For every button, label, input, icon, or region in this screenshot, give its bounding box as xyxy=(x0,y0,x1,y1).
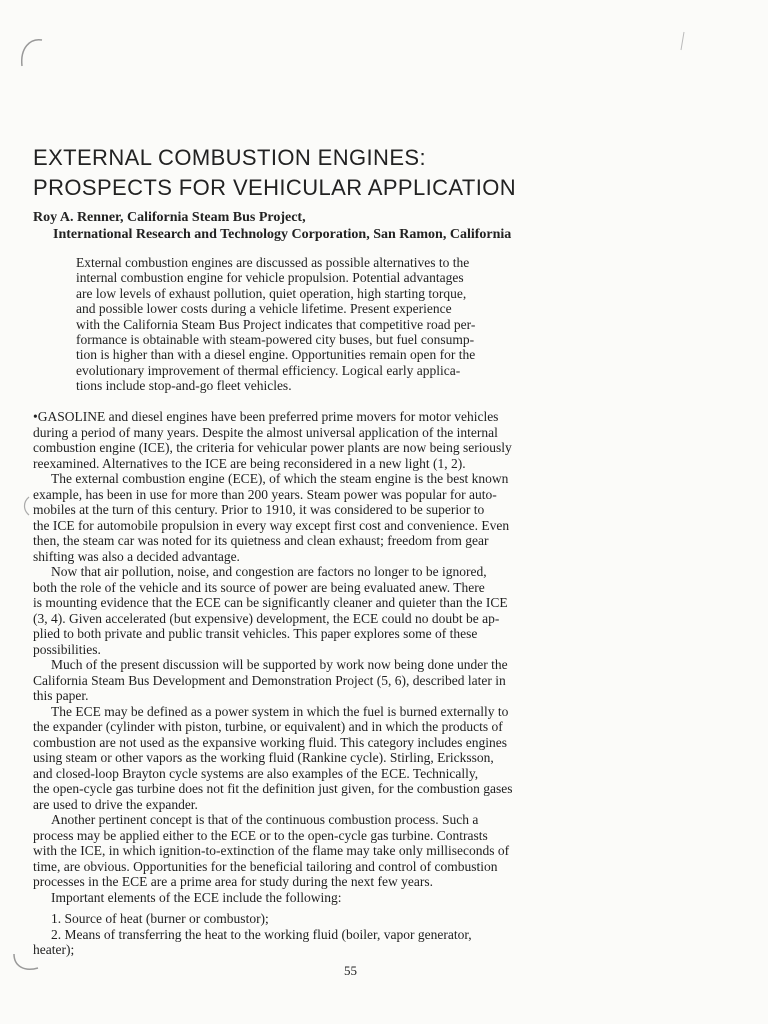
body-line: combustion are not used as the expansive working fluid. This category includes engines xyxy=(33,734,508,750)
body-line: California Steam Bus Development and Demonstration Project (5, 6), described later in xyxy=(33,672,506,688)
abstract-line: evolutionary improvement of thermal efficiency. Logical early applica- xyxy=(76,362,461,378)
element-list xyxy=(33,911,693,958)
list-item: 2. Means of transferring the heat to the working fluid (boiler, vapor generator, xyxy=(51,926,472,942)
list-item: 1. Source of heat (burner or combustor); xyxy=(51,911,269,926)
body-line: •GASOLINE and diesel engines have been preferred prime movers for motor vehicles xyxy=(33,409,499,424)
abstract-line: with the California Steam Bus Project indicates that competitive road per- xyxy=(76,316,476,332)
body-line: processes in the ECE are a prime area for study during the next few years. xyxy=(33,874,433,889)
abstract-line: External combustion engines are discussed as possible alternatives to the xyxy=(76,255,470,270)
body-line: Important elements of the ECE include the following: xyxy=(51,889,342,905)
article-title xyxy=(33,143,516,203)
body-line: the open-cycle gas turbine does not fit the definition just given, for the combustion gases xyxy=(33,781,513,796)
body-line: with the ICE, in which ignition-to-extinction of the flame may take only milliseconds of xyxy=(33,843,510,858)
body-line: the ICE for automobile propulsion in every way except first cost and convenience. Even xyxy=(33,517,510,533)
scan-mark-top-left xyxy=(14,36,50,72)
body-line: shifting was also a decided advantage. xyxy=(33,548,240,564)
body-line: example, has been in use for more than 200 years. Steam power was popular for auto- xyxy=(33,486,497,502)
body-line: then, the steam car was noted for its quietness and clean exhaust; freedom from gear xyxy=(33,533,489,548)
body-line: time, are obvious. Opportunities for the beneficial tailoring and control of combustion xyxy=(33,858,498,874)
paragraph-4 xyxy=(33,657,693,704)
body-line: The external combustion engine (ECE), of which the steam engine is the best known xyxy=(51,471,509,486)
body-line: possibilities. xyxy=(33,641,101,657)
body-line: The ECE may be defined as a power system in which the fuel is burned externally to xyxy=(51,703,509,719)
paragraph-3 xyxy=(33,564,693,657)
body-line: using steam or other vapors as the working fluid (Rankine cycle). Stirling, Ericksson, xyxy=(33,750,494,765)
abstract-line: are low levels of exhaust pollution, quiet operation, high starting torque, xyxy=(76,285,467,301)
body-line: process may be applied either to the ECE or to the open-cycle gas turbine. Contrasts xyxy=(33,827,488,843)
body-line: (3, 4). Given accelerated (but expensive) development, the ECE could no doubt be ap- xyxy=(33,610,500,626)
body-line: Much of the present discussion will be supported by work now being done under the xyxy=(51,657,508,672)
title-line-2: PROSPECTS FOR VEHICULAR APPLICATION xyxy=(33,175,517,200)
paragraph-6 xyxy=(33,812,693,890)
author-name: Roy A. Renner, California Steam Bus Project, xyxy=(33,210,306,225)
body-line: is mounting evidence that the ECE can be significantly cleaner and quieter than the ICE xyxy=(33,595,508,610)
body-text xyxy=(33,409,693,958)
body-line: both the role of the vehicle and its source of power are being evaluated anew. There xyxy=(33,579,485,595)
paragraph-5 xyxy=(33,704,693,813)
paragraph-7 xyxy=(33,890,693,906)
author-block xyxy=(33,209,511,243)
scan-mark-top-right xyxy=(676,30,696,54)
body-line: Another pertinent concept is that of the continuous combustion process. Such a xyxy=(51,812,479,827)
body-line: Now that air pollution, noise, and congestion are factors no longer to be ignored, xyxy=(51,564,487,579)
page-number: 55 xyxy=(344,963,357,978)
body-line: are used to drive the expander. xyxy=(33,796,198,812)
body-line: this paper. xyxy=(33,688,89,703)
paragraph-1 xyxy=(33,409,693,471)
body-line: combustion engine (ICE), the criteria for vehicular power plants are now being seriously xyxy=(33,440,512,455)
abstract-line: formance is obtainable with steam-powered city buses, but fuel consump- xyxy=(76,332,475,348)
abstract-line: tion is higher than with a diesel engine. Opportunities remain open for the xyxy=(76,347,476,363)
body-line: and closed-loop Brayton cycle systems are also examples of the ECE. Technically, xyxy=(33,765,479,781)
abstract-line: tions include stop-and-go fleet vehicles. xyxy=(76,378,292,394)
title-line-1: EXTERNAL COMBUSTION ENGINES: xyxy=(33,145,426,170)
body-line: during a period of many years. Despite the almost universal application of the internal xyxy=(33,424,498,440)
body-line: mobiles at the turn of this century. Prior to 1910, it was considered to be superior to xyxy=(33,502,485,517)
body-line: the expander (cylinder with piston, turbine, or equivalent) and in which the products of xyxy=(33,719,503,734)
scan-mark-left xyxy=(18,495,32,517)
author-affiliation: International Research and Technology Corporation, San Ramon, California xyxy=(53,227,512,242)
abstract-line: internal combustion engine for vehicle propulsion. Potential advantages xyxy=(76,270,464,286)
body-line: reexamined. Alternatives to the ICE are being reconsidered in a new light (1, 2). xyxy=(33,455,466,471)
paragraph-2 xyxy=(33,471,693,564)
abstract xyxy=(76,255,636,394)
abstract-line: and possible lower costs during a vehicle lifetime. Present experience xyxy=(76,301,452,317)
body-line: plied to both private and public transit vehicles. This paper explores some of these xyxy=(33,626,478,641)
list-item-continuation: heater); xyxy=(33,942,75,957)
